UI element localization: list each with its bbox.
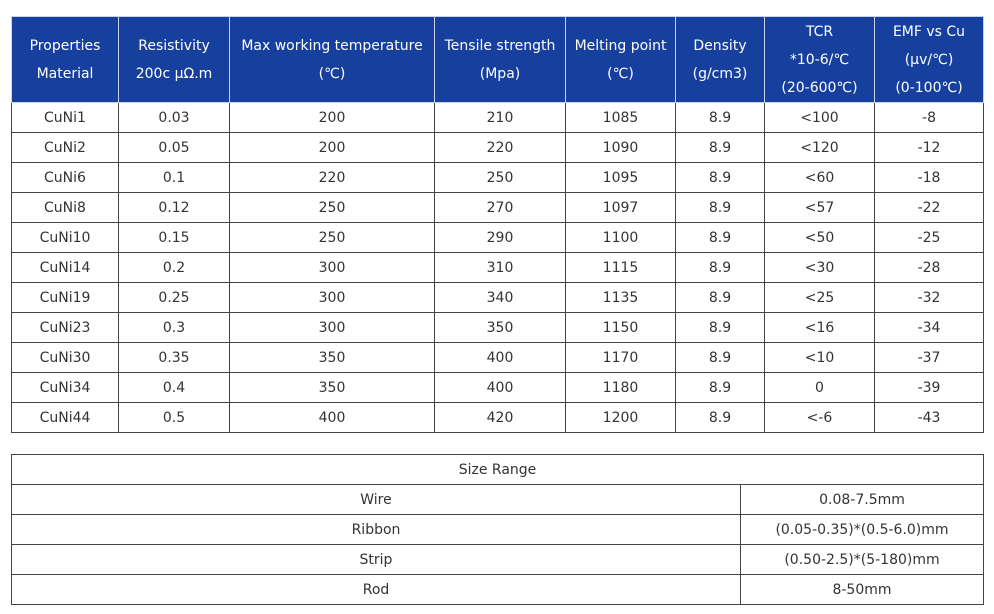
column-header-line-2: (℃) (318, 65, 346, 82)
table-cell: -8 (875, 103, 984, 133)
table-cell: CuNi6 (12, 163, 119, 193)
table-cell: CuNi1 (12, 103, 119, 133)
table-cell: 0.12 (119, 193, 230, 223)
table-cell: CuNi10 (12, 223, 119, 253)
table-cell: 0.35 (119, 343, 230, 373)
column-header-line-2: *10-6/℃ (789, 51, 850, 68)
table-cell: CuNi2 (12, 133, 119, 163)
table-cell: 0.5 (119, 403, 230, 433)
column-header-line-1: Tensile strength (444, 37, 556, 54)
size-range-form: Strip (12, 545, 741, 575)
table-cell: CuNi8 (12, 193, 119, 223)
table-cell: -34 (875, 313, 984, 343)
size-range-value: 8-50mm (741, 575, 984, 605)
table-cell: -12 (875, 133, 984, 163)
size-range-row (12, 575, 984, 605)
column-header (119, 17, 230, 103)
column-header-line-2: (℃) (607, 65, 634, 82)
table-cell: 220 (435, 133, 566, 163)
size-range-value: 0.08-7.5mm (741, 485, 984, 515)
table-cell: 0.4 (119, 373, 230, 403)
table-row (12, 253, 984, 283)
column-header-line-2: (g/cm3) (692, 65, 748, 82)
table-cell: 8.9 (676, 133, 765, 163)
column-header-line-1: Melting point (574, 37, 667, 54)
table-row (12, 343, 984, 373)
size-range-value: (0.05-0.35)*(0.5-6.0)mm (741, 515, 984, 545)
table-cell: 1200 (566, 403, 676, 433)
table-cell: 8.9 (676, 253, 765, 283)
column-header-line-1: Resistivity (138, 37, 210, 54)
table-cell: 8.9 (676, 403, 765, 433)
size-range-row (12, 485, 984, 515)
table-cell: 200 (230, 103, 435, 133)
table-cell: 0.15 (119, 223, 230, 253)
table-cell: 310 (435, 253, 566, 283)
table-cell: <60 (765, 163, 875, 193)
table-cell: 220 (230, 163, 435, 193)
table-cell: 400 (435, 373, 566, 403)
header-row (12, 17, 984, 103)
table-cell: 420 (435, 403, 566, 433)
table-row (12, 133, 984, 163)
column-header-line-1: TCR (805, 23, 834, 40)
column-header-line-2: (μv/℃) (904, 51, 954, 68)
table-cell: 300 (230, 253, 435, 283)
table-cell: -39 (875, 373, 984, 403)
table-cell: 0.03 (119, 103, 230, 133)
size-range-form: Ribbon (12, 515, 741, 545)
size-range-title: Size Range (12, 455, 984, 485)
table-row (12, 403, 984, 433)
column-header-line-1: Density (693, 37, 747, 54)
table-cell: 400 (435, 343, 566, 373)
table-cell: <120 (765, 133, 875, 163)
column-header (230, 17, 435, 103)
table-cell: <10 (765, 343, 875, 373)
table-cell: CuNi34 (12, 373, 119, 403)
table-cell: CuNi14 (12, 253, 119, 283)
column-header-line-2: Material (36, 65, 94, 82)
table-cell: 8.9 (676, 163, 765, 193)
table-cell: -18 (875, 163, 984, 193)
column-header (12, 17, 119, 103)
table-cell: 350 (435, 313, 566, 343)
column-header-line-1: Properties (29, 37, 101, 54)
table-row (12, 283, 984, 313)
table-cell: 250 (435, 163, 566, 193)
table-row (12, 223, 984, 253)
properties-table-body (12, 103, 984, 433)
table-cell: CuNi44 (12, 403, 119, 433)
table-cell: 8.9 (676, 313, 765, 343)
table-cell: 1135 (566, 283, 676, 313)
table-cell: CuNi19 (12, 283, 119, 313)
table-cell: 350 (230, 373, 435, 403)
table-cell: -22 (875, 193, 984, 223)
column-header (566, 17, 676, 103)
table-cell: 1180 (566, 373, 676, 403)
table-row (12, 193, 984, 223)
table-cell: CuNi30 (12, 343, 119, 373)
table-cell: 8.9 (676, 283, 765, 313)
table-cell: <100 (765, 103, 875, 133)
table-cell: 0 (765, 373, 875, 403)
table-cell: 250 (230, 223, 435, 253)
table-cell: 0.2 (119, 253, 230, 283)
size-range-table-body (12, 455, 984, 605)
table-row (12, 103, 984, 133)
table-cell: 1090 (566, 133, 676, 163)
size-range-value: (0.50-2.5)*(5-180)mm (741, 545, 984, 575)
column-header (765, 17, 875, 103)
table-cell: 270 (435, 193, 566, 223)
table-cell: 300 (230, 283, 435, 313)
table-cell: 0.25 (119, 283, 230, 313)
table-row (12, 373, 984, 403)
column-header-line-2: 200c μΩ.m (135, 65, 213, 82)
table-cell: -28 (875, 253, 984, 283)
table-cell: 1085 (566, 103, 676, 133)
column-header-line-2: (Mpa) (479, 65, 521, 82)
table-cell: 8.9 (676, 103, 765, 133)
table-cell: <25 (765, 283, 875, 313)
table-cell: 340 (435, 283, 566, 313)
table-cell: 290 (435, 223, 566, 253)
table-cell: -32 (875, 283, 984, 313)
table-cell: <30 (765, 253, 875, 283)
table-cell: <57 (765, 193, 875, 223)
table-cell: 1095 (566, 163, 676, 193)
size-range-title-row (12, 455, 984, 485)
table-cell: 300 (230, 313, 435, 343)
table-cell: 200 (230, 133, 435, 163)
size-range-form: Wire (12, 485, 741, 515)
table-row (12, 163, 984, 193)
column-header-line-3: (0-100℃) (895, 79, 963, 96)
table-cell: 8.9 (676, 373, 765, 403)
size-range-form: Rod (12, 575, 741, 605)
table-row (12, 313, 984, 343)
table-cell: CuNi23 (12, 313, 119, 343)
table-cell: 250 (230, 193, 435, 223)
size-range-table (11, 454, 984, 605)
column-header (435, 17, 566, 103)
table-cell: 0.05 (119, 133, 230, 163)
table-cell: 0.3 (119, 313, 230, 343)
column-header (676, 17, 765, 103)
table-cell: <50 (765, 223, 875, 253)
table-cell: 8.9 (676, 223, 765, 253)
table-cell: -37 (875, 343, 984, 373)
table-cell: 1097 (566, 193, 676, 223)
table-cell: 1100 (566, 223, 676, 253)
table-cell: 1170 (566, 343, 676, 373)
table-cell: 1115 (566, 253, 676, 283)
table-cell: 400 (230, 403, 435, 433)
column-header-line-1: Max working temperature (241, 37, 423, 54)
properties-table-header (12, 17, 984, 103)
size-range-row (12, 515, 984, 545)
table-cell: 210 (435, 103, 566, 133)
table-cell: 350 (230, 343, 435, 373)
table-cell: <-6 (765, 403, 875, 433)
table-cell: 0.1 (119, 163, 230, 193)
column-header-line-3: (20-600℃) (781, 79, 858, 96)
table-cell: <16 (765, 313, 875, 343)
column-header-line-1: EMF vs Cu (892, 23, 966, 40)
properties-table (11, 16, 984, 433)
table-cell: 8.9 (676, 343, 765, 373)
table-cell: 1150 (566, 313, 676, 343)
table-cell: -25 (875, 223, 984, 253)
size-range-row (12, 545, 984, 575)
table-cell: 8.9 (676, 193, 765, 223)
column-header (875, 17, 984, 103)
table-cell: -43 (875, 403, 984, 433)
